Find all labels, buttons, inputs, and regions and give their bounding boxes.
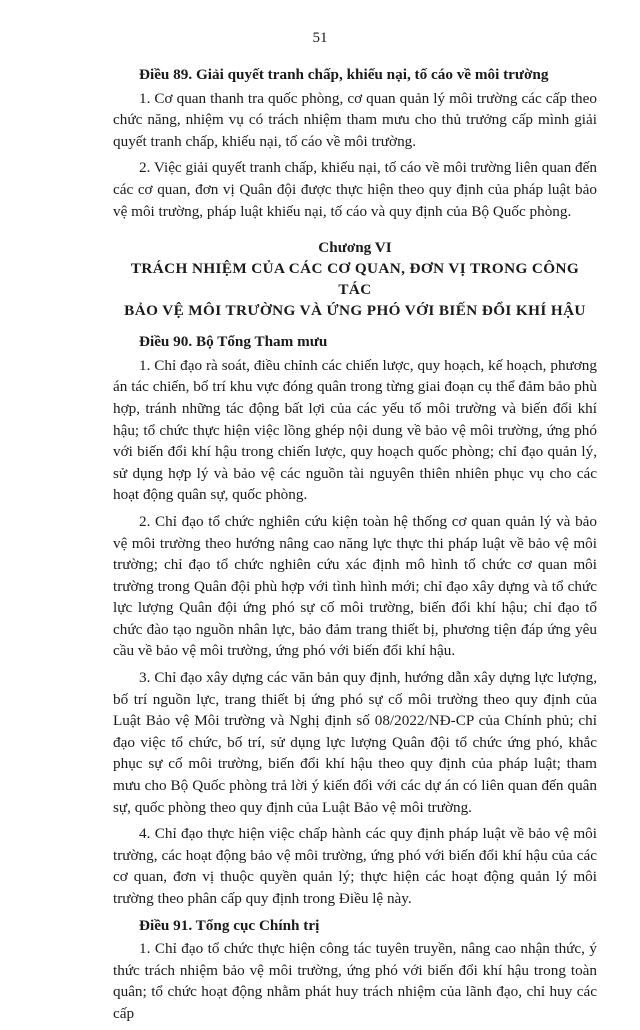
article-90-clause-3: 3. Chỉ đạo xây dựng các văn bản quy định, hướng dẫn xây dựng lực lượng, bố trí nguồn lực, trang thiết bị ứng phó sự cố môi trường theo quy định của Luật Bảo vệ Môi trường và Nghị định số 08/2022/NĐ-CP của Chính phủ; chỉ đạo việc tổ chức, bố trí, sử dụng lực lượng Quân đội tổ chức ứng phó, khắc phục sự cố môi trường, biến đổi khí hậu theo quy định của pháp luật; tham mưu cho Bộ Quốc phòng trả lời ý kiến đối với các dự án có liên quan đến quân sự, quốc phòng theo quy định của Luật Bảo vệ môi trường. <box>113 669 597 816</box>
article-90-clause-1: 1. Chỉ đạo rà soát, điều chỉnh các chiến lược, quy hoạch, kế hoạch, phương án tác chiến, bố trí khu vực đóng quân trong từng giai đoạn cụ thể đảm bảo phù hợp, tránh những tác động bất lợi của các yếu tố môi trường và biến đổi khí hậu; tổ chức thực hiện việc lồng ghép nội dung về bảo vệ môi trường, ứng phó với biến đổi khí hậu trong chiến lược, quy hoạch quốc phòng; chỉ đạo quản lý, sử dụng hợp lý và bảo vệ các nguồn tài nguyên thiên nhiên phục vụ cho các hoạt động quân sự, quốc phòng. <box>113 356 597 504</box>
chapter-title-line-2: BẢO VỆ MÔI TRƯỜNG VÀ ỨNG PHÓ VỚI BIẾN ĐỔI KHÍ HẬU <box>124 302 586 320</box>
chapter-title-line-1: TRÁCH NHIỆM CỦA CÁC CƠ QUAN, ĐƠN VỊ TRONG CÔNG TÁC <box>130 260 580 299</box>
page-content <box>113 64 597 1030</box>
chapter-heading <box>113 238 597 321</box>
article-90 <box>113 331 597 909</box>
article-91 <box>113 915 597 1025</box>
article-89-clause-2: 2. Việc giải quyết tranh chấp, khiếu nại, tố cáo về môi trường liên quan đến các cơ quan, đơn vị Quân đội được thực hiện theo quy định của pháp luật bảo vệ môi trường, pháp luật khiếu nại, tố cáo và quy định của Bộ Quốc phòng. <box>113 159 597 220</box>
article-91-clause-1: 1. Chỉ đạo tổ chức thực hiện công tác tuyên truyền, nâng cao nhận thức, ý thức trách nhiệm bảo vệ môi trường, ứng phó với biến đổi khí hậu trong toàn quân; tổ chức hoạt động nhằm phát huy trách nhiệm của lãnh đạo, chỉ huy các cấp <box>113 940 597 1022</box>
article-89-clause-1: 1. Cơ quan thanh tra quốc phòng, cơ quan quản lý môi trường các cấp theo chức năng, nhiệm vụ có trách nhiệm tham mưu cho thủ trưởng cấp mình giải quyết tranh chấp, khiếu nại, tố cáo về môi trường. <box>113 89 597 150</box>
article-90-title: Điều 90. Bộ Tổng Tham mưu <box>139 333 328 351</box>
chapter-number: Chương VI <box>318 239 392 257</box>
article-90-clause-4: 4. Chỉ đạo thực hiện việc chấp hành các quy định pháp luật về bảo vệ môi trường, các hoạt động bảo vệ môi trường, ứng phó với biến đổi khí hậu của các cơ quan, đơn vị thuộc quyền quản lý; thực hiện các hoạt động quản lý môi trường theo phân cấp quy định trong Điều lệ này. <box>113 825 597 907</box>
article-90-clause-2: 2. Chỉ đạo tổ chức nghiên cứu kiện toàn hệ thống cơ quan quản lý và bảo vệ môi trường theo hướng nâng cao năng lực thực thi pháp luật về bảo vệ môi trường; chỉ đạo tổ chức nghiên cứu xác định mô hình tổ chức cơ quan môi trường trong Quân đội phù hợp với tình hình mới; chỉ đạo xây dựng và tổ chức lực lượng Quân đội ứng phó sự cố môi trường, biến đổi khí hậu; chỉ đạo tổ chức đào tạo nguồn nhân lực, bảo đảm trang thiết bị, phương tiện đáp ứng yêu cầu về bảo vệ môi trường, ứng phó với biến đổi khí hậu. <box>113 512 597 660</box>
article-89-title: Điều 89. Giải quyết tranh chấp, khiếu nại, tố cáo về môi trường <box>139 66 549 83</box>
article-91-title: Điều 91. Tổng cục Chính trị <box>139 916 320 934</box>
article-89 <box>113 64 597 222</box>
page-number: 51 <box>312 30 328 46</box>
